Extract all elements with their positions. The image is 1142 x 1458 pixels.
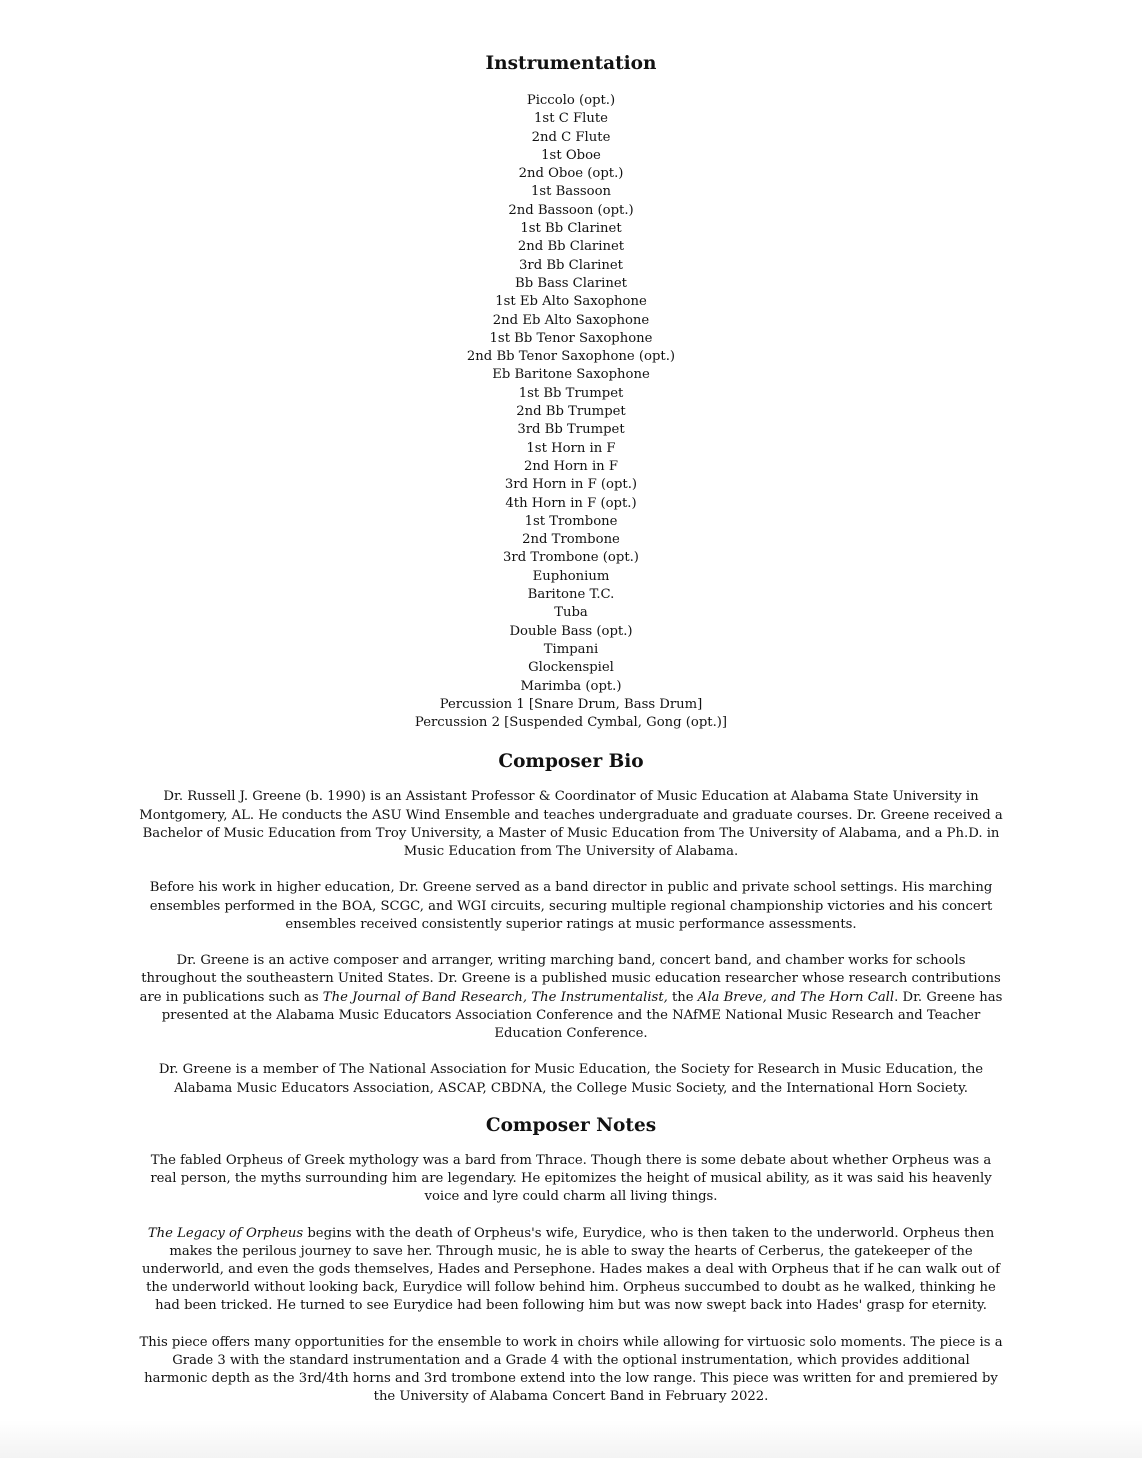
composer-notes-heading: Composer Notes [485, 1114, 657, 1136]
instrument-item: Timpani [543, 641, 599, 657]
instrument-item: 3rd Bb Trumpet [517, 422, 625, 438]
instrument-item: 1st Bb Trumpet [518, 385, 624, 401]
instrument-item: Percussion 1 [Snare Drum, Bass Drum] [439, 696, 703, 712]
instrument-item: 1st Oboe [541, 147, 601, 163]
bio-paragraph-2: Before his work in higher education, Dr. Greene served as a band director in public and private school settings. His marching ensembles performed in the BOA, SCGC, and WGI circuits, securing multiple regional championship victories and his concert ensembles received consistently superior ratings at music performance assessments. [149, 880, 993, 932]
bio-paragraph-3-text-b: the [667, 989, 698, 1005]
instrument-item: 1st C Flute [534, 111, 608, 127]
instrument-item: Piccolo (opt.) [526, 93, 616, 108]
instrument-item: Double Bass (opt.) [509, 623, 633, 639]
bio-paragraph-1: Dr. Russell J. Greene (b. 1990) is an Assistant Professor & Coordinator of Music Education at Alabama State University in Montgomery, AL. He conducts the ASU Wind Ensemble and teaches undergraduate and graduate courses. Dr. Greene received a Bachelor of Music Education from Troy University, a Master of Music Education from The University of Alabama, and a Ph.D. in Music Education from The University of Alabama. [139, 789, 1003, 859]
bio-paragraph-3-text-a: Dr. Greene is an active composer and arranger, writing marching band, concert band, and chamber works for schools throughout the southeastern United States. Dr. Greene is a published music education researcher whose research contributions are in publications such as [139, 953, 1001, 1005]
bio-paragraph-3-text-c: . Dr. Greene has presented at the Alabama Music Educators Association Conference and the NAfME National Music Research and Teacher Education Conference. [161, 989, 1003, 1041]
notes-paragraph-3: This piece offers many opportunities for the ensemble to work in choirs while allowing for virtuosic solo moments. The piece is a Grade 3 with the standard instrumentation and a Grade 4 with the optional instrumentation, which provides additional harmonic depth as the 3rd/4th horns and 3rd trombone extend into the low range. This piece was written for and premiered by the University of Alabama Concert Band in February 2022. [139, 1334, 1003, 1405]
instrument-item: Bb Bass Clarinet [515, 275, 627, 291]
notes-paragraph-2 [139, 1225, 1003, 1316]
instrument-item: 3rd Horn in F (opt.) [504, 477, 638, 493]
instrument-item: 3rd Bb Clarinet [519, 257, 623, 273]
instrument-item: 2nd Horn in F [524, 458, 618, 474]
bio-publications-italic-2: Ala Breve, and The Horn Call [697, 989, 895, 1005]
instrument-item: Percussion 2 [Suspended Cymbal, Gong (opt.)] [414, 715, 728, 731]
instrument-item: 2nd Bb Tenor Saxophone (opt.) [466, 349, 676, 365]
instrument-item: 1st Bb Clarinet [520, 221, 622, 237]
instrument-item: 2nd Eb Alto Saxophone [492, 312, 650, 328]
instrument-item: 1st Eb Alto Saxophone [495, 294, 647, 310]
notes-title-italic: The Legacy of Orpheus [147, 1225, 304, 1241]
instrument-item: 1st Horn in F [526, 440, 616, 456]
instrument-item: Marimba (opt.) [520, 678, 622, 694]
instrument-item: 1st Bb Tenor Saxophone [489, 330, 653, 346]
page-content [139, 52, 1003, 1407]
instrument-item: 2nd Bb Clarinet [517, 239, 625, 255]
instrument-item: Glockenspiel [528, 660, 614, 676]
bio-publications-italic-1: The Journal of Band Research, The Instrumentalist, [322, 989, 668, 1005]
instrument-item: Tuba [554, 605, 588, 621]
instrument-item: 1st Trombone [524, 513, 618, 529]
instrument-item: Baritone T.C. [527, 587, 615, 603]
notes-paragraph-1: The fabled Orpheus of Greek mythology was a bard from Thrace. Though there is some debate about whether Orpheus was a real person, the myths surrounding him are legendary. He epitomizes the height of musical ability, as it was said his heavenly voice and lyre could charm all living things. [150, 1152, 992, 1205]
instrument-item: 2nd Bassoon (opt.) [508, 202, 634, 218]
composer-bio-heading: Composer Bio [498, 751, 644, 773]
instrument-item: 2nd Trombone [522, 532, 620, 548]
instrument-item: 2nd Bb Trumpet [516, 404, 626, 420]
instrument-item: Eb Baritone Saxophone [492, 367, 650, 383]
instrumentation-heading: Instrumentation [485, 53, 657, 74]
instrument-item: 4th Horn in F (opt.) [505, 495, 637, 511]
notes-paragraph-2-text: begins with the death of Orpheus's wife, Eurydice, who is then taken to the underworld. Orpheus then makes the perilous journey to save her. Through music, he is able to sway the hearts of Cerberus, the gatekeeper of the underworld, and even the gods themselves, Hades and Persephone. Hades makes a deal with Orpheus that if he can walk out of the underworld without looking back, Eurydice will follow behind him. Orpheus succumbed to doubt as he walked, thinking he had been tricked. He turned to see Eurydice had been following him but was now swept back into Hades' grasp for eternity. [141, 1225, 1000, 1314]
instrument-item: 3rd Trombone (opt.) [503, 550, 639, 566]
instrument-item: 1st Bassoon [530, 184, 612, 200]
instrument-item: 2nd Oboe (opt.) [518, 166, 624, 182]
page-bottom-shade [0, 1420, 1142, 1458]
bio-paragraph-4: Dr. Greene is a member of The National Association for Music Education, the Society for Research in Music Education, the Alabama Music Educators Association, ASCAP, CBDNA, the College Music Society, and the International Horn Society. [158, 1062, 984, 1096]
bio-paragraph-3 [139, 952, 1003, 1043]
instrument-item: Euphonium [532, 568, 610, 584]
instrument-item: 2nd C Flute [531, 129, 611, 145]
instrumentation-list [139, 92, 1003, 732]
